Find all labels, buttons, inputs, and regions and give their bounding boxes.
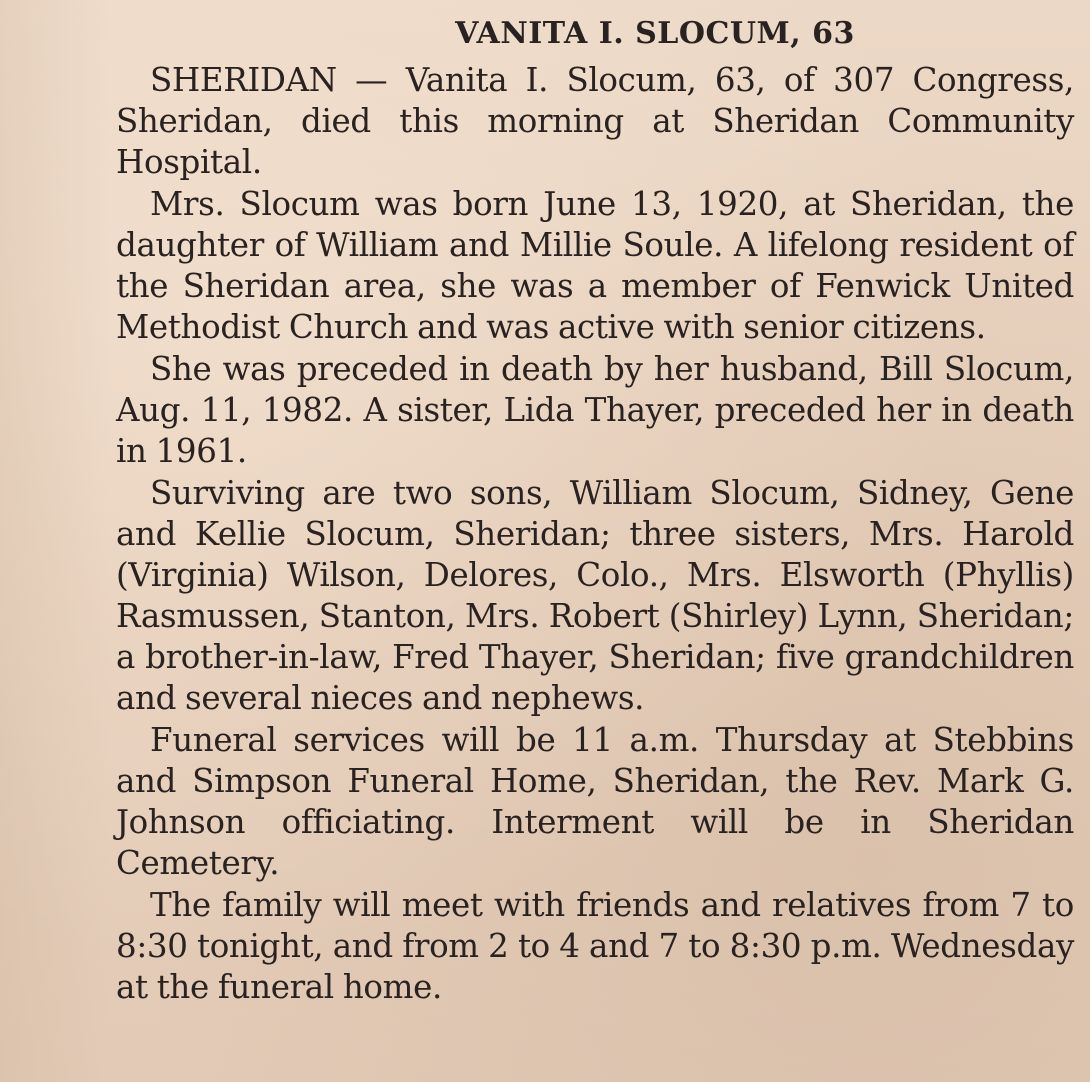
obituary-headline: VANITA I. SLOCUM, 63 [455,16,855,51]
paragraph-preceded-in-death: She was preceded in death by her husband, Bill Slocum, Aug. 11, 1982. A sister, Lida Thayer, preceded her in death in 1961. [116,350,1074,470]
paragraph-survivors: Surviving are two sons, William Slocum, Sidney, Gene and Kellie Slocum, Sheridan; three sisters, Mrs. Harold (Virginia) Wilson, Delores, Colo., Mrs. Elsworth (Phyllis) Rasmussen, Stanton, Mrs. Robert (Shirley) Lynn, Sheridan; a brother-in-law, Fred Thayer, Sheridan; five grandchildren and several nieces and nephews. [116,474,1074,717]
paragraph-death-notice: SHERIDAN — Vanita I. Slocum, 63, of 307 Congress, Sheridan, died this morning at Sheridan Community Hospital. [116,61,1074,181]
paragraph-biography: Mrs. Slocum was born June 13, 1920, at Sheridan, the daughter of William and Millie Soule. A lifelong resident of the Sheridan area, she was a member of Fenwick United Methodist Church and was active with senior citizens. [116,185,1074,346]
paragraph-funeral-services: Funeral services will be 11 a.m. Thursday at Stebbins and Simpson Funeral Home, Sheridan, the Rev. Mark G. Johnson officiating. Interment will be in Sheridan Cemetery. [116,721,1074,882]
paper-edge-shadow [0,0,110,1082]
paragraph-visitation: The family will meet with friends and relatives from 7 to 8:30 tonight, and from 2 to 4 and 7 to 8:30 p.m. Wednesday at the funeral home. [116,886,1074,1006]
obituary-article [116,14,1074,1008]
